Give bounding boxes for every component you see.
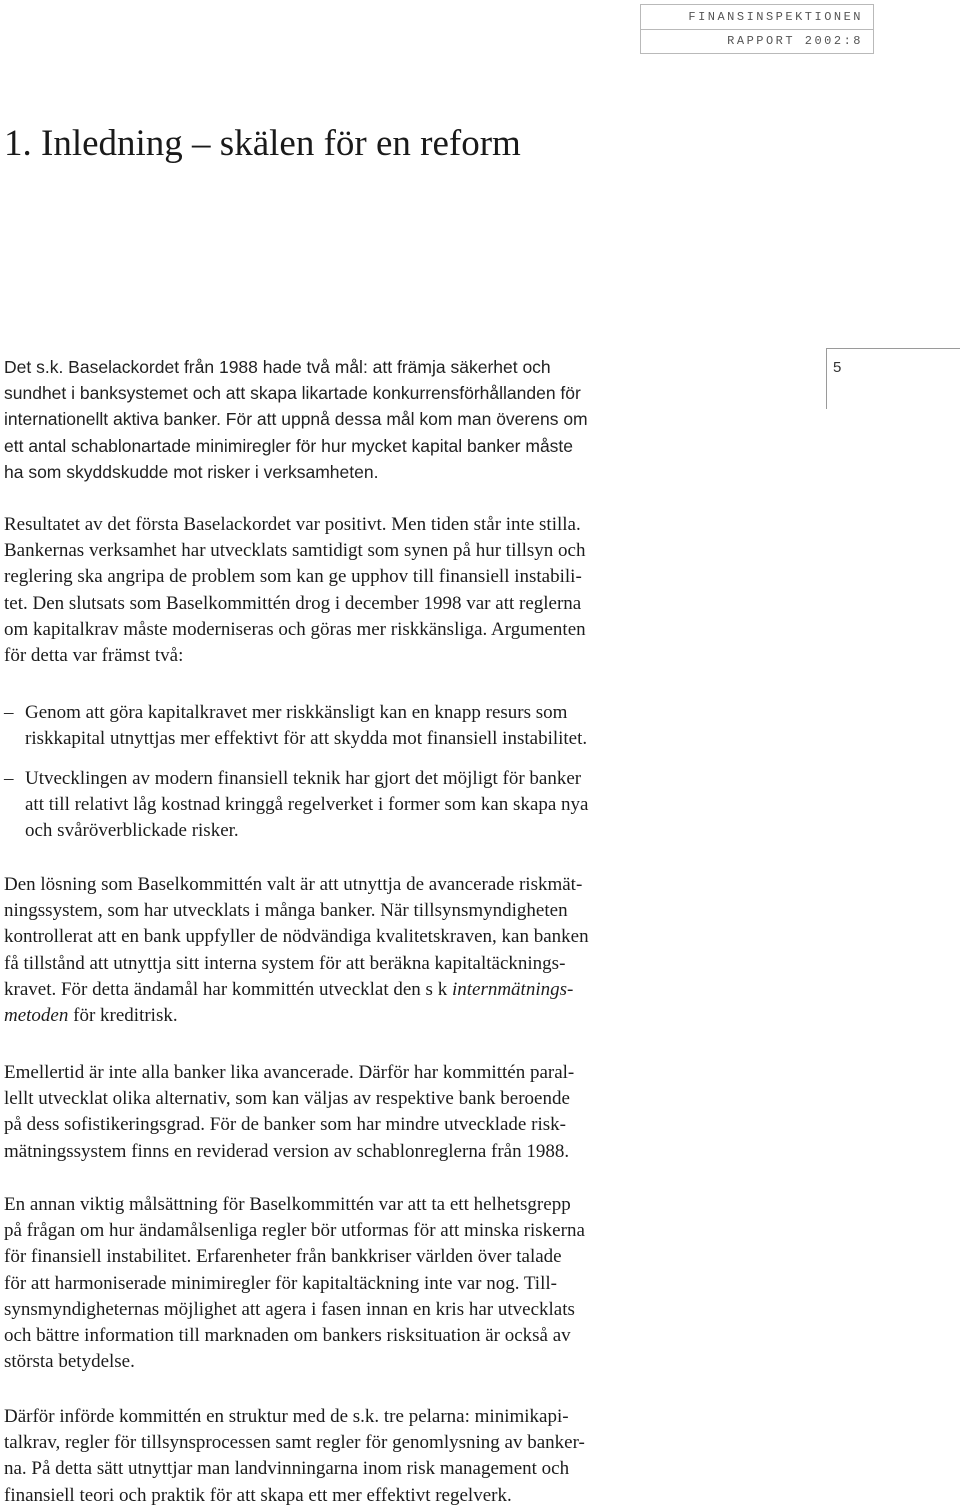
paragraph-line: Bankernas verksamhet har utvecklats samtidigt som synen på hur tillsyn och [4,540,586,562]
paragraph-line: och bättre information till marknaden om bankers risksituation är också av [4,1325,571,1347]
chapter-title: 1. Inledning – skälen för en reform [4,123,521,164]
bullet-line: Genom att göra kapitalkravet mer riskkänsligt kan en knapp resurs som [25,702,568,723]
paragraph-line: Resultatet av det första Baselackordet var positivt. Men tiden står inte stilla. [4,514,581,535]
bullet-item-1 [4,700,587,752]
body-paragraph-2 [4,872,589,1029]
paragraph-line: synsmyndigheternas möjlighet att agera i fasen innan en kris har utvecklats [4,1298,575,1320]
paragraph-line: tet. Den slutsats som Baselkommittén drog i december 1998 var att reglerna [4,592,582,614]
page-number: 5 [833,359,842,376]
paragraph-line: för finansiell instabilitet. Erfarenheter från bankkriser världen över talade [4,1246,562,1268]
paragraph-text: kravet. För detta ändamål har kommittén utvecklat den s k [4,978,452,1000]
intro-line: internationellt aktiva banker. För att uppnå dessa mål kom man överens om [4,409,588,430]
dash-marker: – [4,702,14,723]
paragraph-text: för kreditrisk. [68,1005,178,1027]
paragraph-line: reglering ska angripa de problem som kan ge upphov till finansiell instabili- [4,566,582,588]
paragraph-line: Emellertid är inte alla banker lika avancerade. Därför har kommittén paral- [4,1062,575,1083]
paragraph-line: om kapitalkrav måste moderniseras och göras mer riskkänsliga. Argumenten [4,618,586,640]
paragraph-line: Därför införde kommittén en struktur med de s.k. tre pelarna: minimikapi- [4,1406,569,1427]
paragraph-line: finansiell teori och praktik för att skapa ett mer effektivt regelverk. [4,1484,512,1506]
paragraph-line: för detta var främst två: [4,645,184,667]
paragraph-line: talkrav, regler för tillsynsprocessen samt regler för genomlysning av banker- [4,1432,585,1454]
header-divider [641,29,873,30]
italic-term: internmätnings- [451,978,574,1000]
bullet-text [25,766,589,845]
bullet-line: och svåröverblickade risker. [25,820,239,842]
paragraph-line [4,977,589,1003]
intro-line: sundhet i banksystemet och att skapa likartade konkurrensförhållanden för [4,383,581,404]
intro-line: ha som skyddskudde mot risker i verksamheten. [4,461,379,482]
intro-paragraph [4,354,588,485]
header-organization: FINANSINSPEKTIONEN [688,10,863,24]
paragraph-line: för att harmoniserade minimiregler för kapitaltäckning inte var nog. Till- [4,1272,557,1294]
intro-line: Det s.k. Baselackordet från 1988 hade två mål: att främja säkerhet och [4,357,551,377]
header-report-id: RAPPORT 2002:8 [727,34,863,48]
paragraph-line: lellt utvecklat olika alternativ, som kan väljas av respektive bank beroende [4,1088,570,1110]
bullet-line: Utvecklingen av modern finansiell teknik har gjort det möjligt för banker [25,768,582,789]
page-number-marker [826,348,960,409]
report-header-box [640,4,874,54]
paragraph-line: na. På detta sätt utnyttjar man landvinningarna inom risk management och [4,1458,570,1480]
paragraph-line: största betydelse. [4,1351,135,1373]
paragraph-line: få tillstånd att utnyttja sitt interna system för att beräkna kapitaltäcknings- [4,952,566,974]
italic-term: metoden [4,1005,69,1027]
paragraph-line: på frågan om hur ändamålsenliga regler bör utformas för att minska riskerna [4,1220,585,1242]
body-paragraph-5 [4,1404,585,1509]
paragraph-line: på dess sofistikeringsgrad. För de banker som har mindre utvecklade risk- [4,1114,566,1136]
paragraph-line [4,1003,589,1029]
body-paragraph-3 [4,1060,574,1165]
bullet-item-2 [4,766,589,845]
paragraph-line: Den lösning som Baselkommittén valt är att utnyttja de avancerade riskmät- [4,874,583,895]
body-paragraph-1 [4,512,586,669]
bullet-text [25,700,587,752]
intro-line: ett antal schablonartade minimiregler för hur mycket kapital banker måste [4,435,574,456]
dash-marker: – [4,768,14,789]
paragraph-line: En annan viktig målsättning för Baselkommittén var att ta ett helhetsgrepp [4,1194,571,1215]
paragraph-line: ningssystem, som har utvecklats i många banker. När tillsynsmyndigheten [4,900,568,922]
paragraph-line: mätningssystem finns en reviderad version av schablonreglerna från 1988. [4,1140,570,1162]
paragraph-line: kontrollerat att en bank uppfyller de nödvändiga kvalitetskraven, kan banken [4,926,589,948]
bullet-line: att till relativt låg kostnad kringgå regelverket i former som kan skapa nya [25,794,589,816]
bullet-line: riskkapital utnyttjas mer effektivt för att skydda mot finansiell instabilitet. [25,728,588,750]
body-paragraph-4 [4,1192,585,1375]
